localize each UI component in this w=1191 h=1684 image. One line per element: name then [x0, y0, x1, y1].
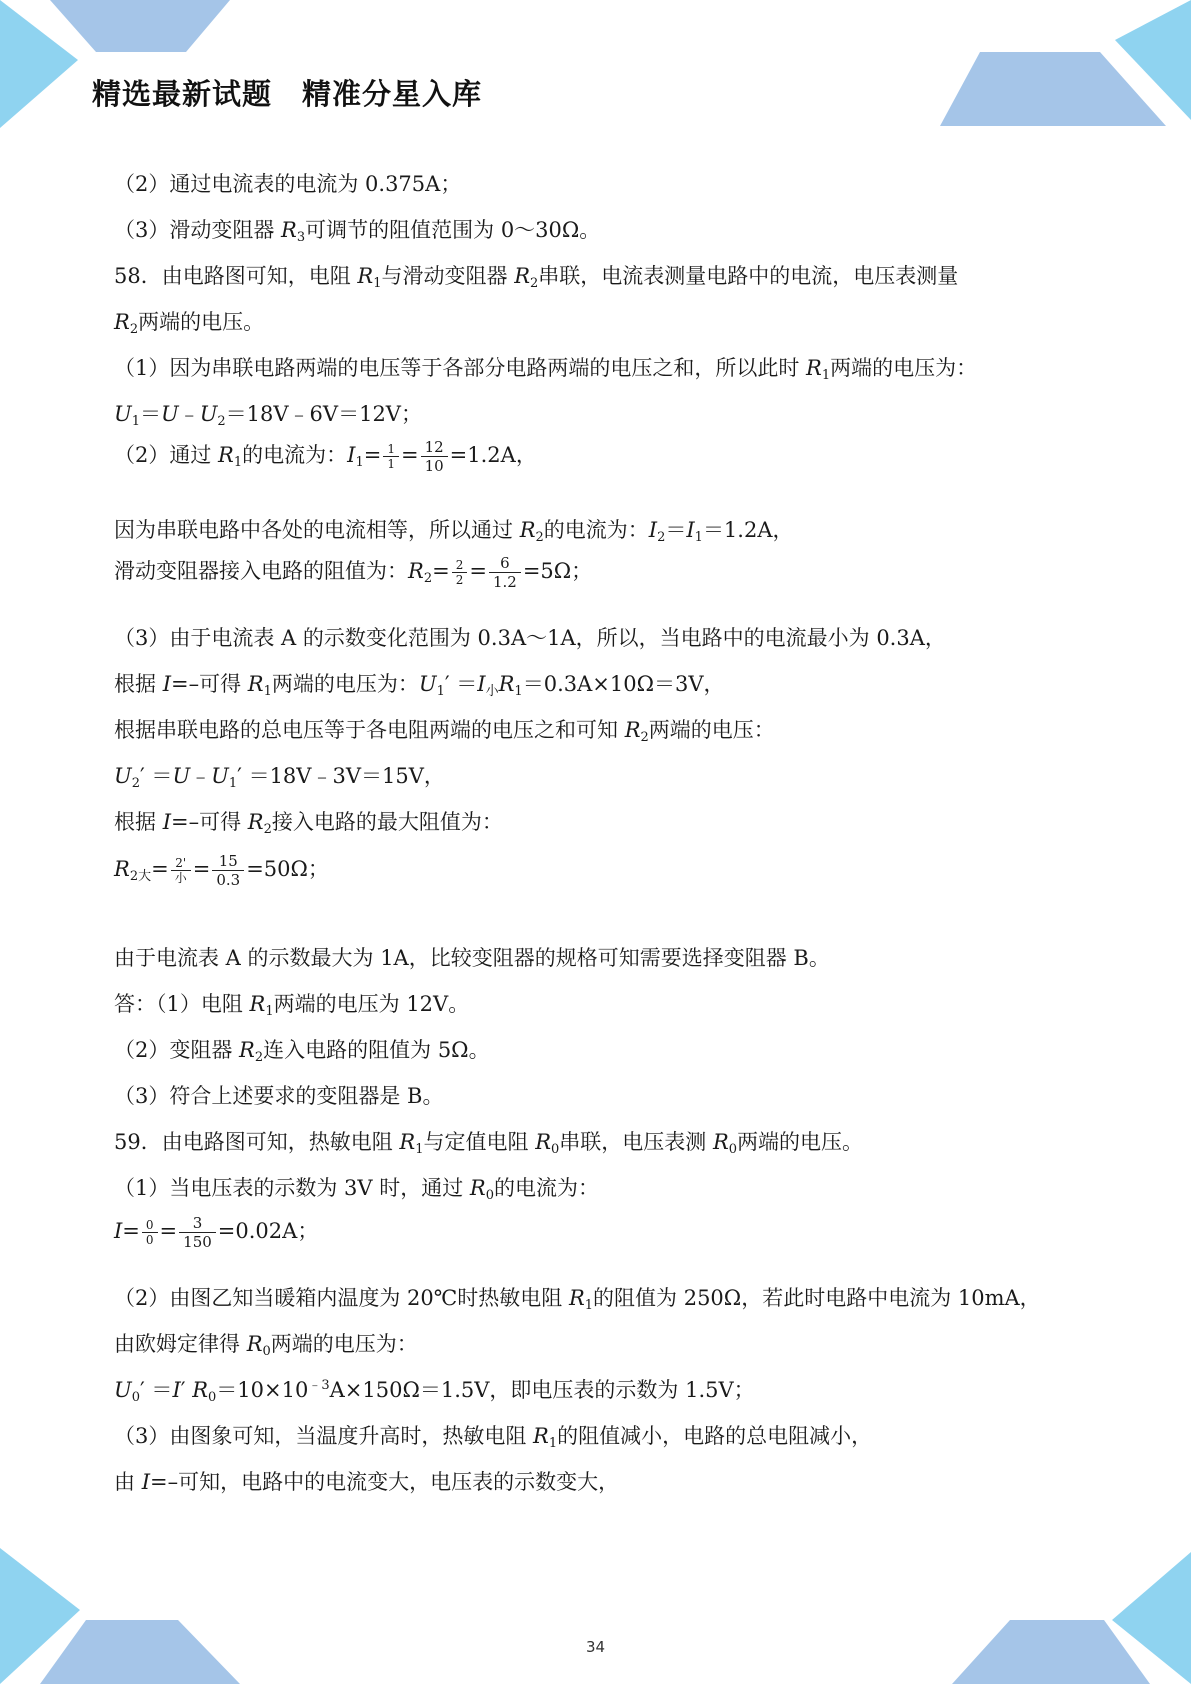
text-line: 因为串联电路中各处的电流相等，所以通过 $R_2$的电流为：$I_2=I_1=1.2A$，	[114, 518, 794, 545]
formula-line: $U_2'$ $=U﹣U_1'$ ＝18V﹣3V＝15V，	[114, 764, 445, 791]
top-right-trapezoid	[940, 52, 1166, 126]
text-line: $R_2$两端的电压。	[114, 310, 265, 337]
text-line: （2）由图乙知当暖箱内温度为 20℃时热敏电阻 $R_1$的阻值为 250Ω，若此时电路中电流为 10mA，	[114, 1286, 1041, 1313]
text-line: 59．由电路图可知，热敏电阻 $R_1$与定值电阻 $R_0$串联，电压表测 $R_0$两端的电压。	[114, 1130, 864, 1157]
formula-line: $R_{2大}=$ $\frac{2'}{\text{小}}$ = $\frac{15}{0.3}$ =50Ω；	[114, 852, 329, 889]
formula-line: 根据 I=–可得 $R_1$两端的电压为：$U_1' =I_小R_1=0.3A\times 10\Omega=3V$，	[114, 672, 725, 699]
text-line: 答：（1）电阻 $R_1$两端的电压为 12V。	[114, 992, 470, 1019]
text-line: （3）由图象可知，当温度升高时，热敏电阻 $R_1$的阻值减小，电路的总电阻减小，	[114, 1424, 873, 1451]
fraction: $\frac{1}{1}$	[383, 442, 399, 471]
fraction: $\frac{3}{150}$	[179, 1214, 216, 1251]
formula-line: 根据 I=–可得 $R_2$接入电路的最大阻值为：	[114, 810, 503, 837]
text-line: （2）变阻器 $R_2$连入电路的阻值为 5Ω。	[114, 1038, 490, 1065]
text-line: （2）通过电流表的电流为 0.375A；	[114, 172, 462, 196]
fraction: $\frac{0}{0}$	[142, 1218, 158, 1247]
fraction: $\frac{6}{1.2}$	[489, 554, 521, 591]
text-line: 58．由电路图可知，电阻 $R_1$与滑动变阻器 $R_2$串联，电流表测量电路中的电流，电压表测量	[114, 264, 959, 291]
formula-line: $U_1=U﹣U_2=18V﹣6V=12V$；	[114, 402, 422, 429]
page-number: 34	[585, 1638, 606, 1656]
formula-line: 滑动变阻器接入电路的阻值为：$R_2=$ $\frac{2}{2}$ = $\frac{6}{1.2}$ =5Ω；	[114, 554, 593, 591]
top-left-trapezoid	[50, 0, 230, 52]
formula-line: 由 I=–可知，电路中的电流变大，电压表的示数变大，	[114, 1470, 620, 1494]
text-line: （3）符合上述要求的变阻器是 B。	[114, 1084, 444, 1108]
text-line: 根据串联电路的总电压等于各电阻两端的电压之和可知 $R_2$两端的电压：	[114, 718, 775, 745]
top-left-triangle	[0, 0, 78, 128]
fraction: $\frac{2}{2}$	[452, 558, 468, 587]
fraction: $\frac{15}{0.3}$	[212, 852, 244, 889]
text-line: （3）滑动变阻器 $R_3$可调节的阻值范围为 0～30Ω。	[114, 218, 601, 245]
text-line: （1）因为串联电路两端的电压等于各部分电路两端的电压之和，所以此时 $R_1$两端的电压为：	[114, 356, 978, 383]
formula-line: I= $\frac{0}{0}$ = $\frac{3}{150}$ =0.02A；	[114, 1214, 319, 1251]
text-line: （3）由于电流表 A 的示数变化范围为 0.3A～1A，所以，当电路中的电流最小为 0.3A，	[114, 626, 946, 650]
fraction: $\frac{12}{10}$	[421, 438, 448, 475]
header-title: 精选最新试题 精准分星入库	[92, 77, 483, 111]
text-line: 由于电流表 A 的示数最大为 1A，比较变阻器的规格可知需要选择变阻器 B。	[114, 946, 830, 970]
text-line: （1）当电压表的示数为 3V 时，通过 $R_0$的电流为：	[114, 1176, 600, 1203]
formula-line: （2）通过 $R_1$的电流为：$I_1=$ $\frac{1}{1}$ = $\frac{12}{10}$ =1.2A，	[114, 438, 537, 475]
text-line: 由欧姆定律得 $R_0$两端的电压为：	[114, 1332, 418, 1359]
fraction: $\frac{2'}{\text{小}}$	[171, 856, 191, 885]
formula-line: $U_0' =I'$ $R_0=10\times 10^{﹣3}A\times 150\Omega=1.5V$，即电压表的示数为 1.5V；	[114, 1378, 755, 1405]
